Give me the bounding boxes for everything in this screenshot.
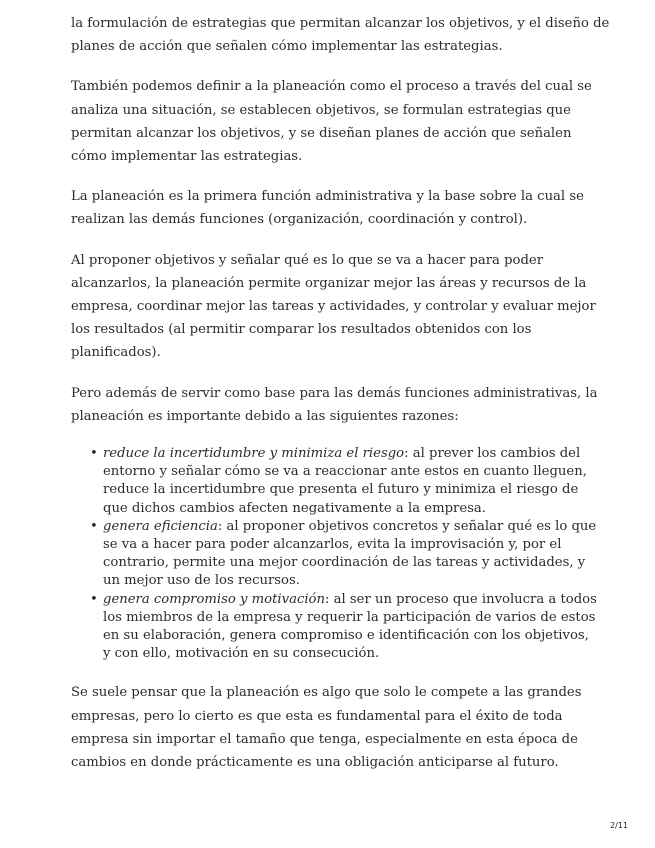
list-item: [90, 445, 611, 518]
bullet-icon: •: [90, 446, 98, 462]
list-item-term: genera compromiso y motivación: [103, 591, 325, 607]
list-item-text: : al proponer objetivos concretos y señalar qué es lo que se va a hacer para poder alcanzarlos, evita la improvisación y, por el contrario, permite una mejor coordinación de las tareas y actividades, y un mejor uso de los recursos.: [103, 518, 597, 589]
reasons-list: [71, 445, 611, 663]
paragraph: la formulación de estrategias que permitan alcanzar los objetivos, y el diseño de planes de acción que señalen cómo implementar las estrategias.: [71, 16, 610, 55]
list-item: [90, 591, 611, 664]
paragraph: La planeación es la primera función administrativa y la base sobre la cual se realizan las demás funciones (organización, coordinación y control).: [71, 189, 584, 228]
closing-paragraph: Se suele pensar que la planeación es algo que solo le compete a las grandes empresas, pero lo cierto es que esta es fundamental para el éxito de toda empresa sin importar el tamaño que tenga, especialmente en esta época de cambios en donde prácticamente es una obligación anticiparse al futuro.: [71, 685, 582, 771]
document-body: [71, 12, 611, 791]
paragraph: Al proponer objetivos y señalar qué es lo que se va a hacer para poder alcanzarlos, la planeación permite organizar mejor las áreas y recursos de la empresa, coordinar mejor las tareas y actividades, y controlar y evaluar mejor los resultados (al permitir comparar los resultados obtenidos con los planificados).: [71, 252, 596, 361]
paragraph: También podemos definir a la planeación como el proceso a través del cual se analiza una situación, se establecen objetivos, se formulan estrategias que permitan alcanzar los objetivos, y se diseñan planes de acción que señalen cómo implementar las estrategias.: [71, 79, 592, 165]
bullet-icon: •: [90, 518, 98, 534]
paragraph: Pero además de servir como base para las demás funciones administrativas, la planeación es importante debido a las siguientes razones:: [71, 385, 598, 424]
list-item-text: : al ser un proceso que involucra a todos los miembros de la empresa y requerir la participación de varios de estos en su elaboración, genera compromiso e identificación con los objetivos, y con ello, motivación en su consecución.: [103, 591, 597, 662]
list-item-term: genera eficiencia: [103, 518, 218, 534]
list-item-term: reduce la incertidumbre y minimiza el riesgo: [103, 446, 405, 462]
list-item: [90, 518, 611, 591]
page-number: 2/11: [610, 821, 628, 830]
bullet-icon: •: [90, 591, 98, 607]
list-item-text: : al prever los cambios del entorno y señalar cómo se va a reaccionar ante estos en cuanto lleguen, reduce la incertidumbre que presenta el futuro y minimiza el riesgo de que dichos cambios afecten negativamente a la empresa.: [103, 446, 587, 516]
